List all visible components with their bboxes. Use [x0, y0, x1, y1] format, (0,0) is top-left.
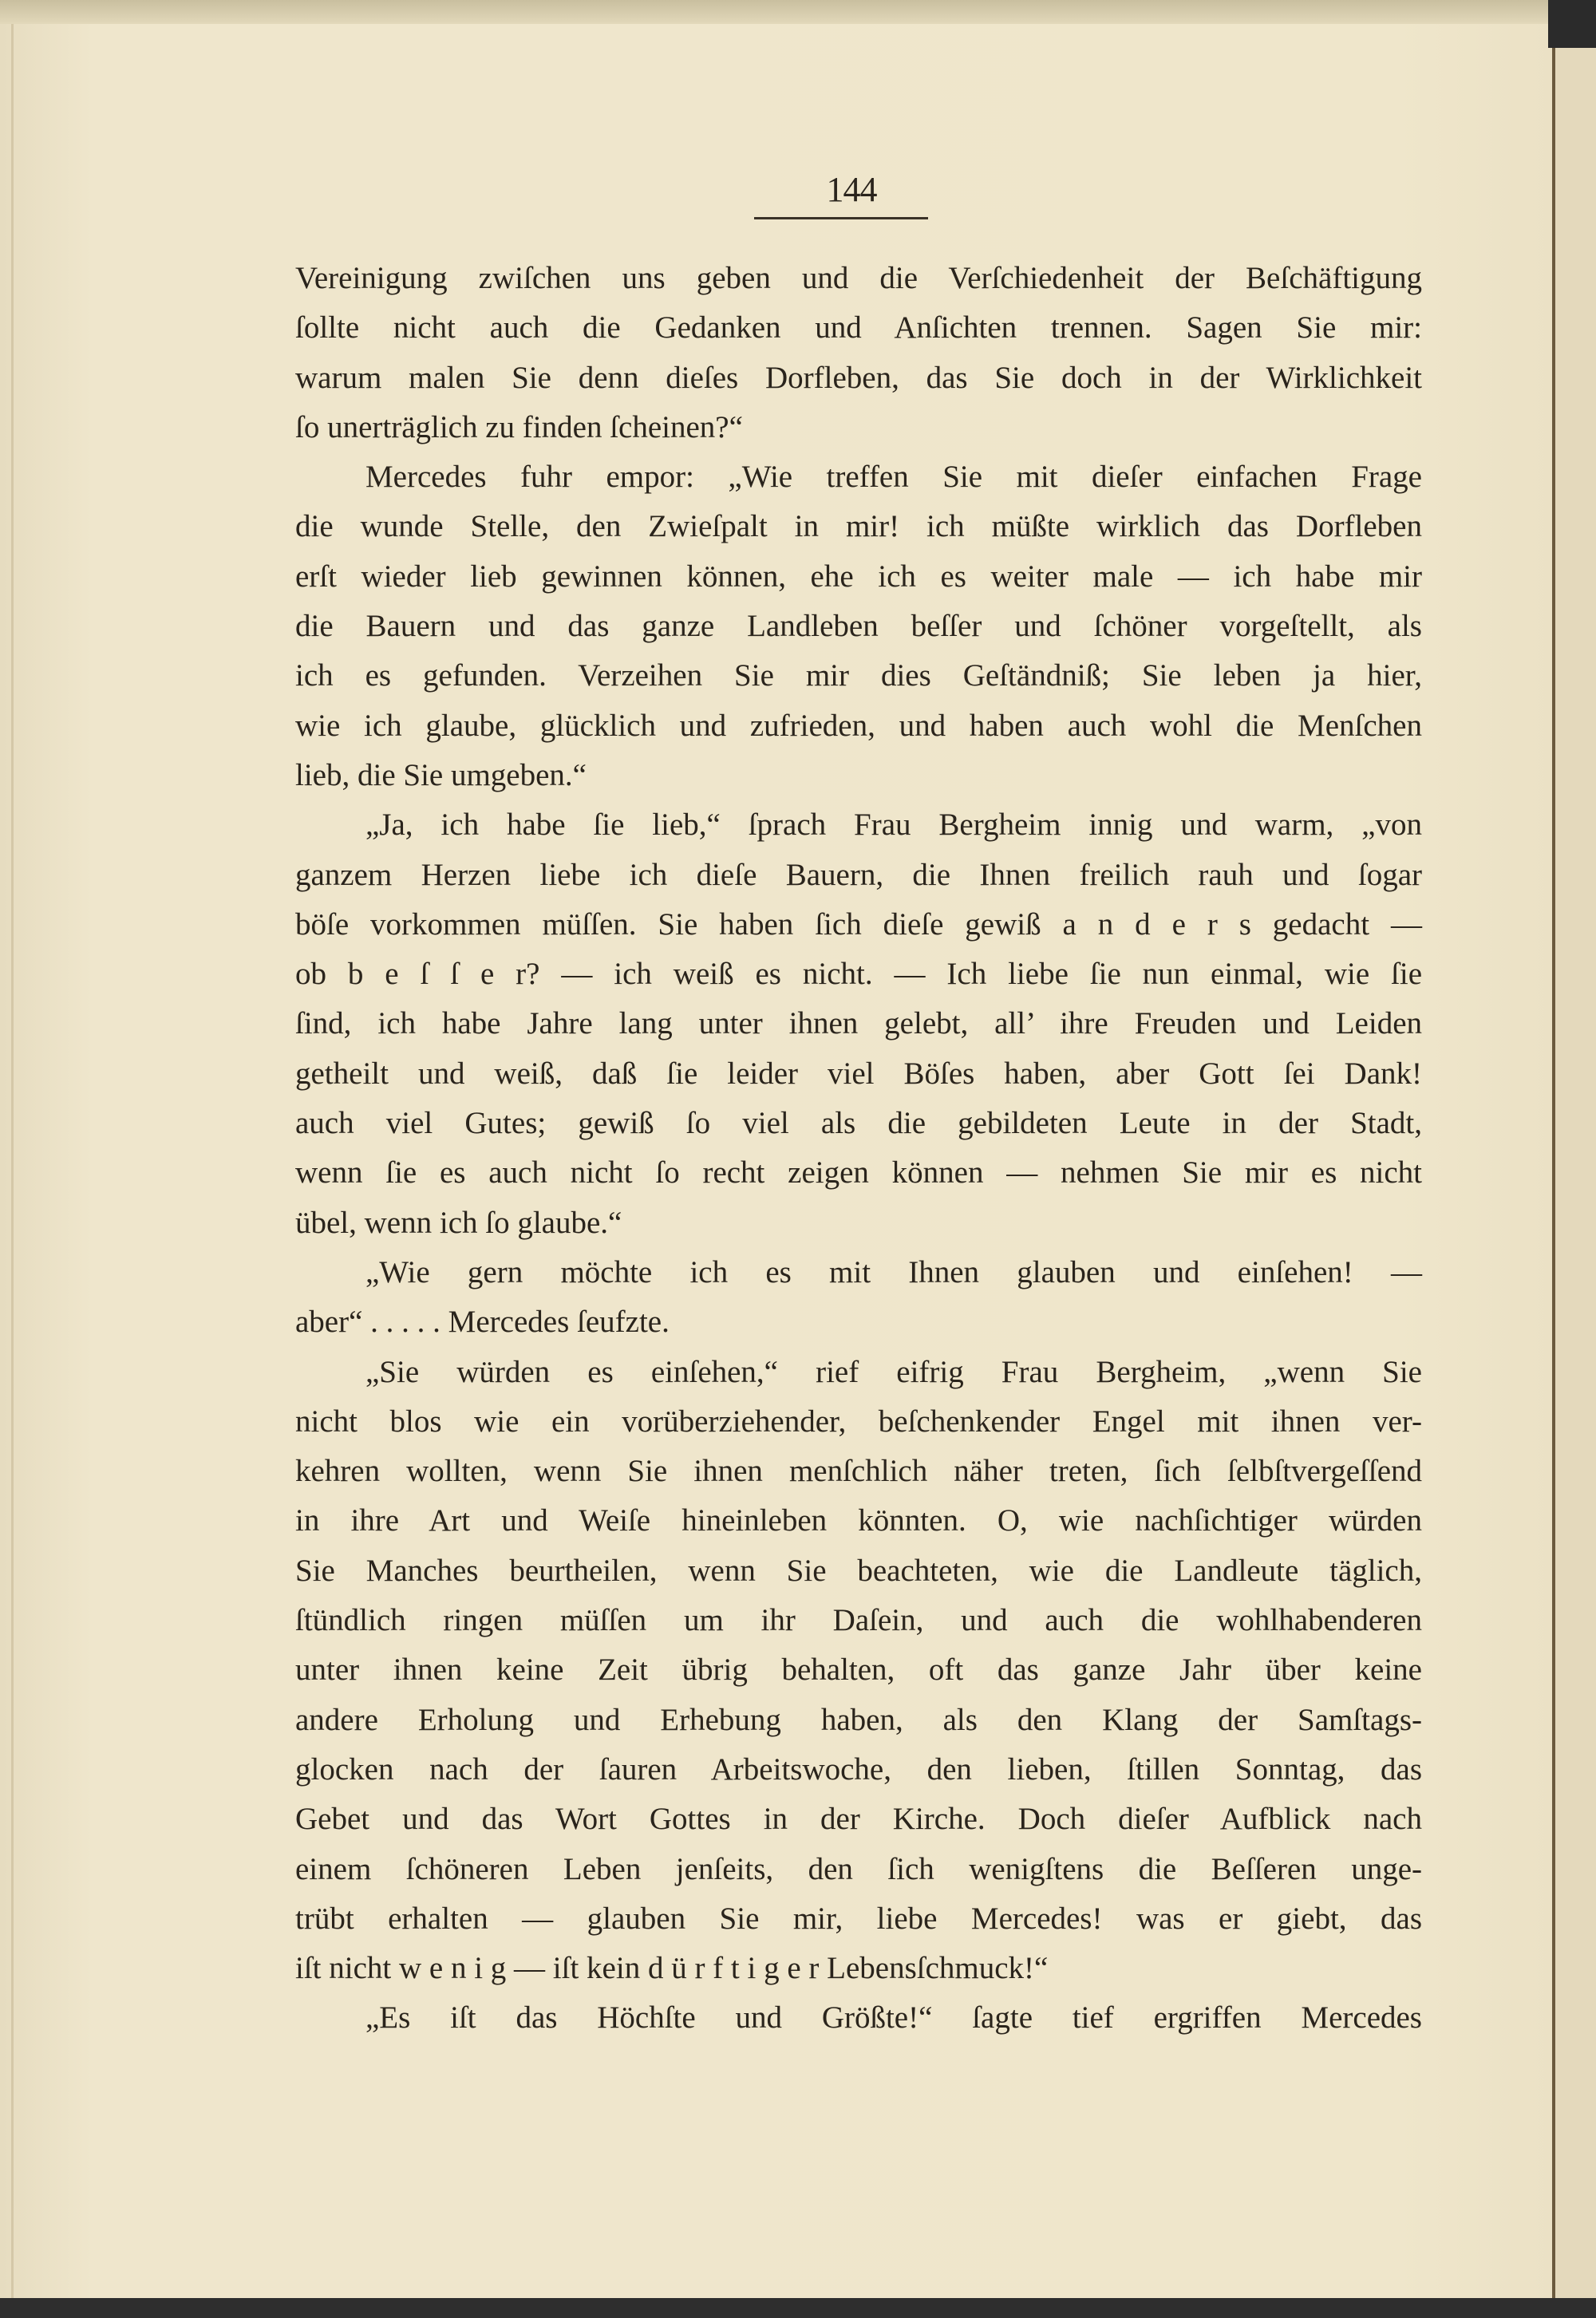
text-line: auch viel Gutes; gewiß ſo viel als die gebildeten Leute in der Stadt, [295, 1106, 1422, 1141]
text-line: ganzem Herzen liebe ich dieſe Bauern, die Ihnen freilich rauh und ſogar [295, 857, 1422, 892]
paragraph [295, 254, 1422, 452]
text-line: ob b e ſ ſ e r? — ich weiß es nicht. — Ich liebe ſie nun einmal, wie ſie [295, 957, 1422, 992]
scan-background-corner [1548, 0, 1596, 48]
paragraph [295, 1248, 1422, 1348]
page-left-edge [11, 24, 14, 2298]
text-line: warum malen Sie denn dieſes Dorfleben, das Sie doch in der Wirklichkeit [295, 360, 1422, 395]
text-line: „Ja, ich habe ſie lieb,“ ſprach Frau Bergheim innig und warm, „von [365, 808, 1422, 843]
text-line: nicht blos wie ein vorüberziehender, beſchenkender Engel mit ihnen ver- [295, 1404, 1422, 1439]
text-line: ſo unerträglich zu finden ſcheinen?“ [295, 409, 743, 444]
paragraph [295, 800, 1422, 1248]
text-line: getheilt und weiß, daß ſie leider viel Böſes haben, aber Gott ſei Dank! [295, 1056, 1422, 1091]
text-line: Sie Manches beurtheilen, wenn Sie beachteten, wie die Landleute täglich, [295, 1553, 1422, 1588]
text-line: ſollte nicht auch die Gedanken und Anſichten trennen. Sagen Sie mir: [295, 310, 1422, 346]
text-line: „Wie gern möchte ich es mit Ihnen glauben und einſehen! — [365, 1254, 1422, 1289]
page-number: 144 [826, 170, 877, 209]
text-line: böſe vorkommen müſſen. Sie haben ſich dieſe gewiß a n d e r s gedacht — [295, 906, 1422, 942]
text-line: die Bauern und das ganze Landleben beſſer und ſchöner vorgeſtellt, als [295, 609, 1422, 644]
text-line: glocken nach der ſauren Arbeitswoche, den lieben, ſtillen Sonntag, das [295, 1751, 1422, 1787]
text-line: die wunde Stelle, den Zwieſpalt in mir! ich müßte wirklich das Dorfleben [295, 509, 1422, 544]
scan-bottom-background [0, 2298, 1596, 2318]
facing-page-edge [1555, 24, 1596, 2298]
text-line: iſt nicht w e n i g — iſt kein d ü r f t i g e r Lebensſchmuck!“ [295, 1951, 1049, 1986]
header-rule [754, 217, 928, 219]
text-line: Mercedes fuhr empor: „Wie treffen Sie mit dieſer einfachen Frage [365, 460, 1422, 495]
text-line: lieb, die Sie umgeben.“ [295, 757, 587, 792]
text-line: ſtündlich ringen müſſen um ihr Daſein, und auch die wohlhabenderen [295, 1603, 1422, 1638]
text-line: ſind, ich habe Jahre lang unter ihnen gelebt, all’ ihre Freuden und Leiden [295, 1006, 1422, 1041]
text-line: „Sie würden es einſehen,“ rief eifrig Frau Bergheim, „wenn Sie [365, 1354, 1422, 1389]
text-line: einem ſchöneren Leben jenſeits, den ſich wenigſtens die Beſſeren unge- [295, 1851, 1422, 1886]
text-line: andere Erholung und Erhebung haben, als den Klang der Samſtags- [295, 1702, 1422, 1737]
text-line: übel, wenn ich ſo glaube.“ [295, 1205, 622, 1240]
paragraph [295, 1993, 1422, 2043]
text-line: trübt erhalten — glauben Sie mir, liebe Mercedes! was er giebt, das [295, 1901, 1422, 1936]
text-line: Vereinigung zwiſchen uns geben und die Verſchiedenheit der Beſchäftigung [295, 261, 1422, 295]
text-line: wenn ſie es auch nicht ſo recht zeigen können — nehmen Sie mir es nicht [295, 1155, 1422, 1191]
text-line: Gebet und das Wort Gottes in der Kirche. Doch dieſer Aufblick nach [295, 1802, 1422, 1837]
text-line: aber“ . . . . . Mercedes ſeufzte. [295, 1305, 670, 1340]
text-line: wie ich glaube, glücklich und zufrieden, und haben auch wohl die Menſchen [295, 708, 1422, 743]
text-line: kehren wollten, wenn Sie ihnen menſchlich näher treten, ſich ſelbſtvergeſſend [295, 1454, 1422, 1489]
scan-top-shadow [0, 0, 1596, 24]
text-line: in ihre Art und Weiſe hineinleben könnten. O, wie nachſichtiger würden [295, 1503, 1422, 1538]
text-line: erſt wieder lieb gewinnen können, ehe ich es weiter male — ich habe mir [295, 559, 1422, 594]
paragraph [295, 1348, 1422, 1994]
text-line: „Es iſt das Höchſte und Größte!“ ſagte tief ergriffen Mercedes [365, 2000, 1422, 2036]
text-line: unter ihnen keine Zeit übrig behalten, oft das ganze Jahr über keine [295, 1653, 1422, 1688]
body-text [295, 254, 1422, 2044]
paragraph [295, 452, 1422, 800]
text-line: ich es gefunden. Verzeihen Sie mir dies Geſtändniß; Sie leben ja hier, [295, 658, 1422, 693]
